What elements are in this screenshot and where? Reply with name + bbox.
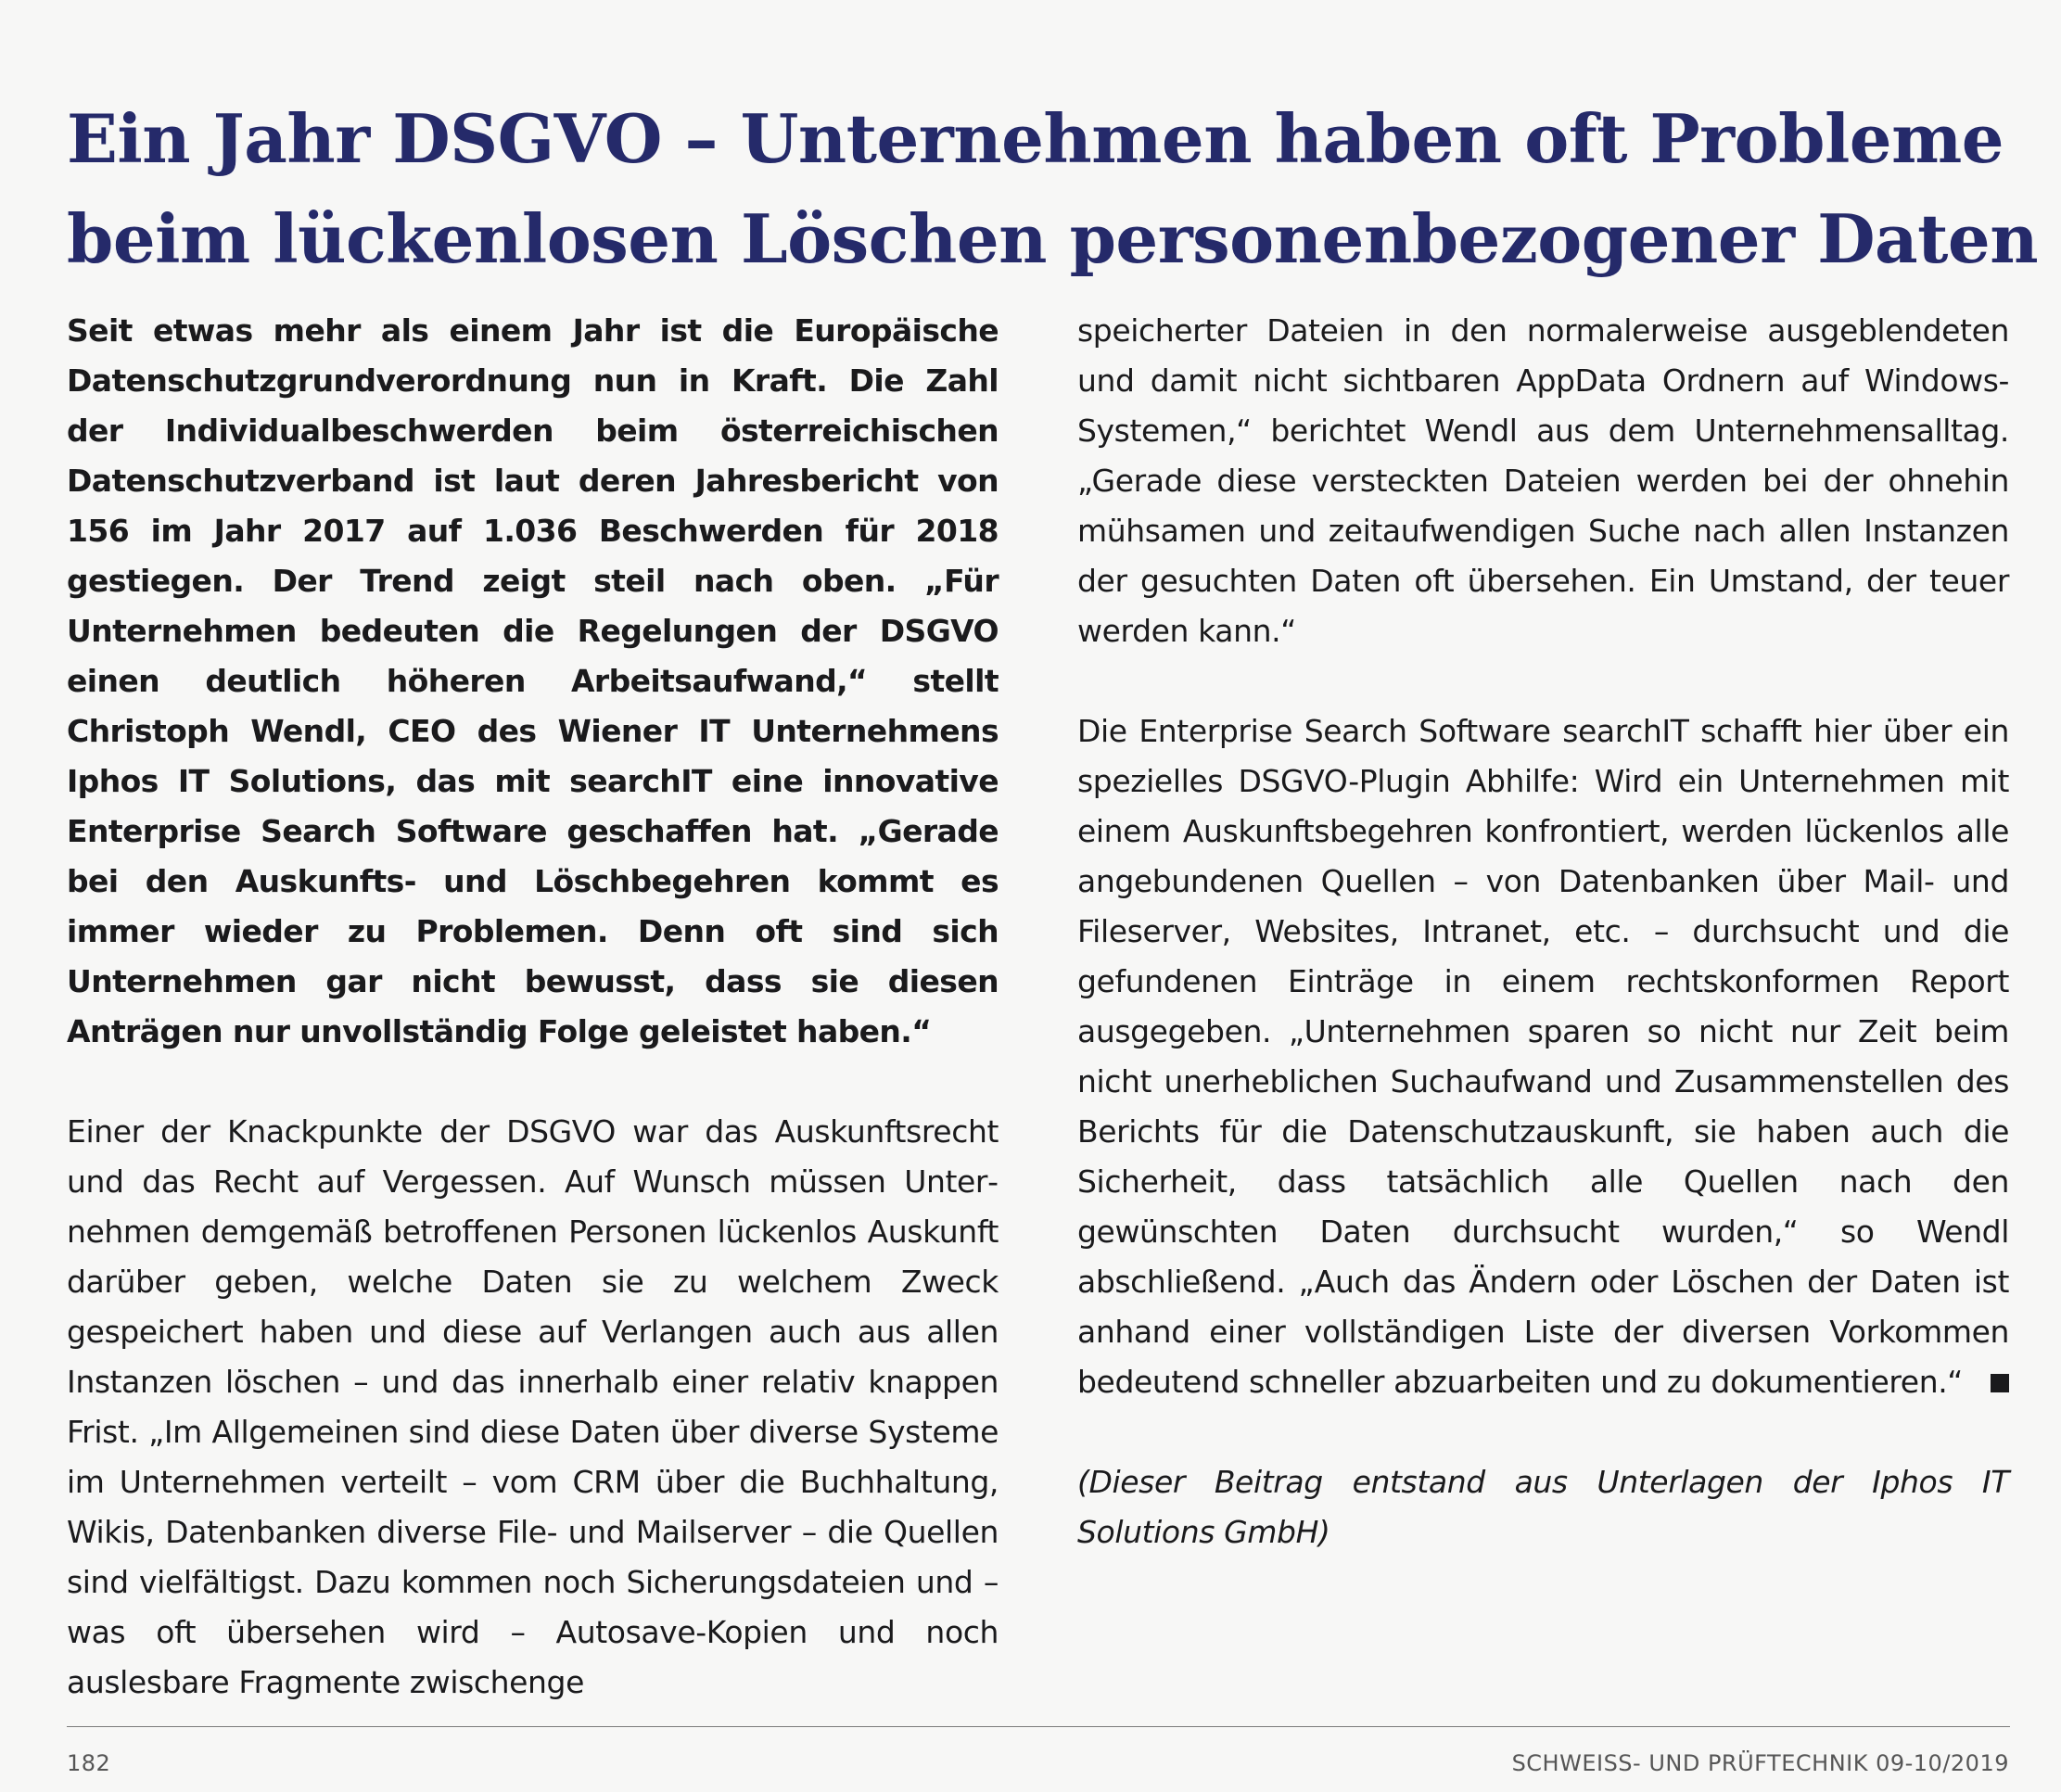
body-paragraph-4-text: Die Enterprise Search Software searchIT schafft hier über ein spezielles DSGVO-Plugin Abhilfe: Wird ein Unternehmen mit einem Auskunftsbegehren konfrontiert, werden lückenlos alle angebundenen Quellen – von Datenbanken über Mail- und Fileserver, Websites, Intranet, etc. – durchsucht und die gefundenen Einträge in einem rechtskonformen Report ausgegeben. „Unternehmen sparen so nicht nur Zeit beim nicht unerheblichen Suchaufwand und Zusammenstellen des Berichts für die Datenschutzauskunft, sie haben auch die Sicherheit, dass tatsächlich alle Quellen nach den gewünschten Daten durchsucht wurden,“ so Wendl abschließend. „Auch das Ändern oder Löschen der Daten ist anhand einer vollständigen Liste der diversen Vorkommen bedeutend schneller abzuarbeiten und zu dokumentieren.“ xyxy=(1077,713,2009,1400)
source-credit: (Dieser Beitrag entstand aus Unterlagen der Iphos IT Solutions GmbH) xyxy=(1077,1464,2009,1550)
publication-info: SCHWEISS- UND PRÜFTECHNIK 09-10/2019 xyxy=(1511,1750,2009,1776)
body-paragraph-2: Einer der Knackpunkte der DSGVO war das Auskunftsrecht und das Recht auf Vergessen. Auf Wunsch müssen Unternehmen demgemäß betroffenen Personen lückenlos Auskunft darüber geben, welche Daten sie zu welchem Zweck gespeichert haben und diese auf Verlangen auch aus allen Instanzen löschen – und das innerhalb einer relativ knappen Frist. „Im Allgemeinen sind diese Daten über diverse Systeme im Unternehmen verteilt – vom CRM über die Buchhaltung, Wikis, Datenbanken diverse File- und Mailserver – die Quellen sind vielfältigst. Dazu kommen noch Sicherungsdateien und – was oft übersehen wird – Autosave-Kopien und noch auslesbare Fragmente zwischenge xyxy=(67,1113,999,1700)
left-column xyxy=(67,306,999,1758)
body-paragraph-4 xyxy=(1077,706,2009,1407)
footer-rule xyxy=(67,1726,2010,1727)
right-column xyxy=(1077,306,2009,1608)
body-paragraph-3: speicherter Dateien in den normalerweise ausgeblendeten und damit nicht sichtbaren AppData Ordnern auf Windows-Systemen,“ berichtet Wendl aus dem Unternehmensalltag. „Gerade diese versteckten Dateien werden bei der ohnehin mühsamen und zeitaufwendigen Suche nach allen Instanzen der gesuchten Daten oft übersehen. Ein Umstand, der teuer werden kann.“ xyxy=(1077,312,2009,649)
headline-line-1: Ein Jahr DSGVO – Unternehmen haben oft Probleme xyxy=(67,99,2004,178)
end-of-article-mark xyxy=(1991,1374,2009,1392)
headline-line-2: beim lückenlosen Löschen personenbezogener Daten xyxy=(67,199,2039,278)
article-headline xyxy=(67,89,2039,289)
lead-paragraph: Seit etwas mehr als einem Jahr ist die Europäische Datenschutzgrundverordnung nun in Kraft. Die Zahl der Individualbeschwerden beim österreichischen Datenschutzverband ist laut deren Jahresbericht von 156 im Jahr 2017 auf 1.036 Beschwerden für 2018 gestiegen. Der Trend zeigt steil nach oben. „Für Unternehmen bedeuten die Regelungen der DSGVO einen deutlich höheren Arbeitsaufwand,“ stellt Christoph Wendl, CEO des Wiener IT Unternehmens Iphos IT Solutions, das mit searchIT eine innovative Enterprise Search Software geschaffen hat. „Gerade bei den Auskunfts- und Löschbegehren kommt es immer wieder zu Problemen. Denn oft sind sich Unternehmen gar nicht bewusst, dass sie diesen Anträgen nur unvollständig Folge geleistet haben.“ xyxy=(67,312,999,1049)
page-number: 182 xyxy=(67,1750,111,1776)
